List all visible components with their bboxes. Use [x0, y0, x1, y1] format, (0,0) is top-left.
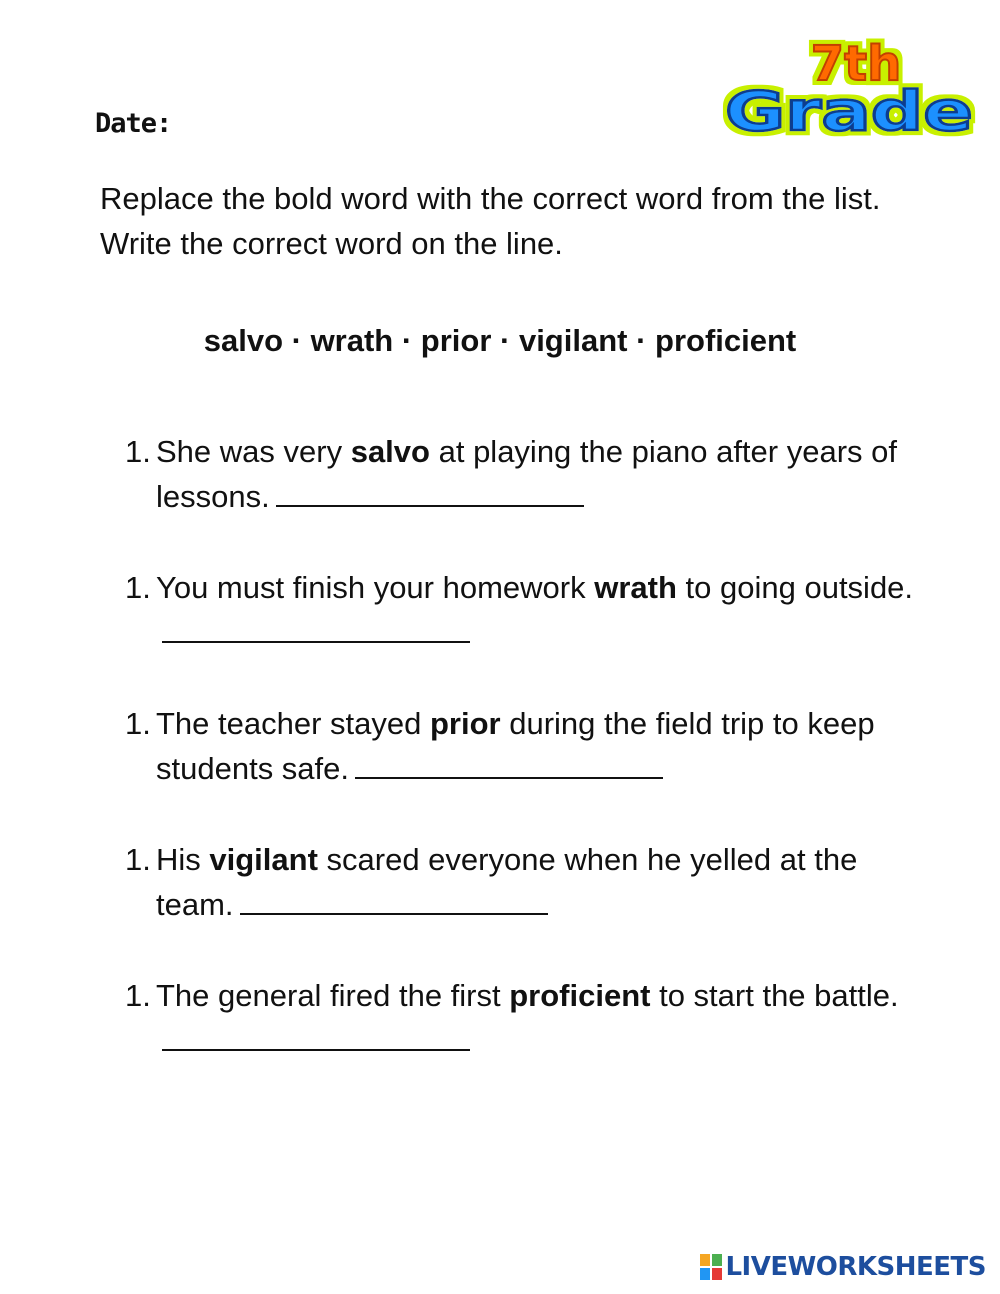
instructions-text: Replace the bold word with the correct word from the list. Write the correct word on the line.: [100, 181, 881, 261]
question-text-after: during the field trip to keep students safe.: [156, 706, 875, 786]
question-3: [125, 701, 925, 791]
bold-word: proficient: [509, 978, 651, 1013]
question-number: 1.: [125, 706, 151, 741]
answer-line[interactable]: [162, 1023, 470, 1051]
logo-line1: 7th: [810, 36, 902, 92]
question-number: 1.: [125, 842, 151, 877]
logo-line2: Grade: [725, 80, 973, 142]
liveworksheets-footer: [700, 1252, 986, 1282]
answer-line[interactable]: [240, 887, 548, 915]
question-4: [125, 837, 925, 927]
question-text-after: to going outside.: [676, 570, 914, 605]
question-text-before: She was very: [156, 434, 351, 469]
question-text-before: You must finish your homework: [156, 570, 595, 605]
bold-word: prior: [430, 706, 501, 741]
answer-line[interactable]: [355, 751, 663, 779]
question-2: [125, 565, 925, 655]
date-label: Date:: [95, 108, 172, 139]
question-text-before: His: [156, 842, 210, 877]
question-1: [125, 429, 925, 519]
word-bank: salvo · wrath · prior · vigilant · proficient: [203, 323, 797, 358]
question-text-after: to start the battle.: [650, 978, 899, 1013]
liveworksheets-brand: LIVEWORKSHEETS: [725, 1252, 986, 1282]
question-text-after: at playing the piano after years of lessons.: [156, 434, 897, 514]
question-number: 1.: [125, 570, 151, 605]
question-text-after: scared everyone when he yelled at the team.: [156, 842, 858, 922]
7th-grade-logo: [718, 28, 980, 142]
liveworksheets-logo-icon: [700, 1254, 722, 1280]
question-5: [125, 973, 925, 1063]
bold-word: salvo: [350, 434, 430, 469]
answer-line[interactable]: [276, 479, 584, 507]
bold-word: wrath: [594, 570, 677, 605]
question-number: 1.: [125, 978, 151, 1013]
question-number: 1.: [125, 434, 151, 469]
bold-word: vigilant: [209, 842, 318, 877]
question-text-before: The teacher stayed: [156, 706, 430, 741]
answer-line[interactable]: [162, 615, 470, 643]
question-text-before: The general fired the first: [156, 978, 510, 1013]
